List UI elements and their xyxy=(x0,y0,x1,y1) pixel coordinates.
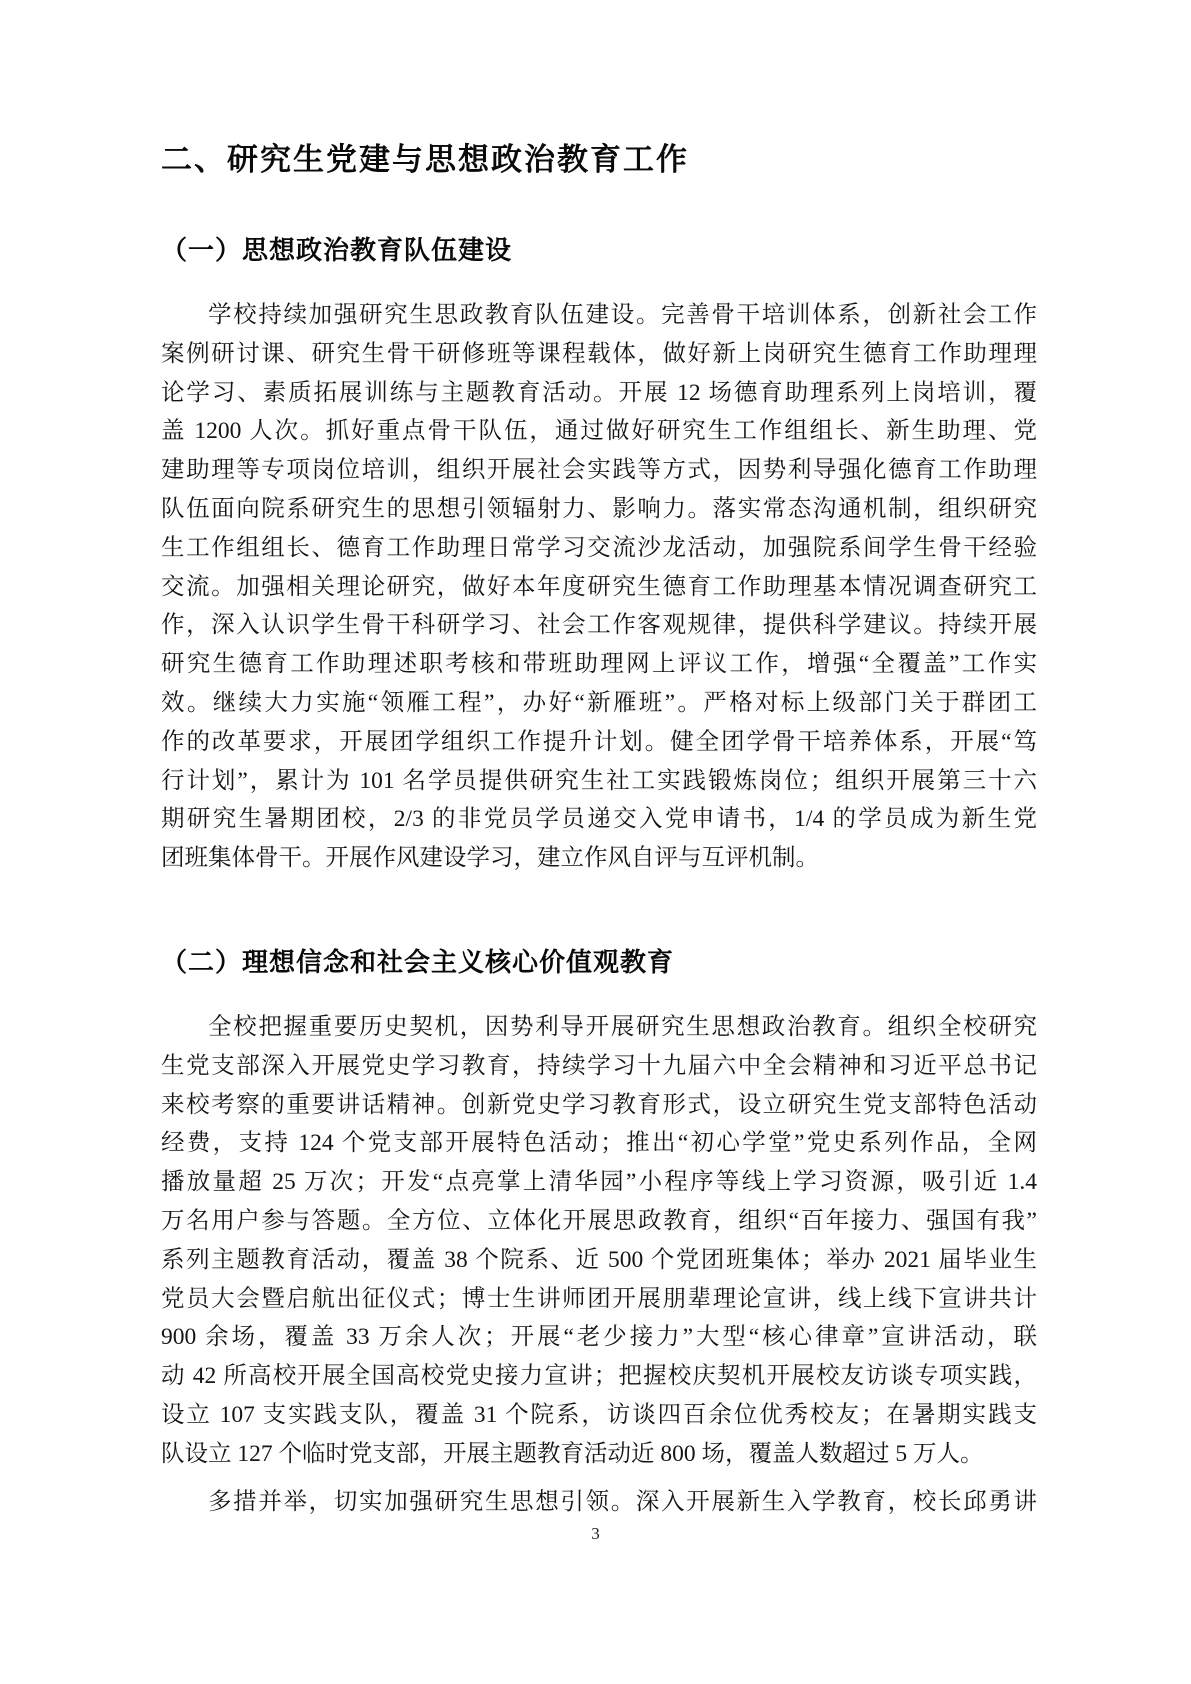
page-content xyxy=(161,138,1037,1521)
text-line: 交流。加强相关理论研究，做好本年度研究生德育工作助理基本情况调查研究工 xyxy=(161,573,1037,600)
text-line: 生工作组组长、德育工作助理日常学习交流沙龙活动，加强院系间学生骨干经验 xyxy=(161,534,1037,561)
text-line: 来校考察的重要讲话精神。创新党史学习教育形式，设立研究生党支部特色活动 xyxy=(161,1091,1037,1118)
section-heading: （二）理想信念和社会主义核心价值观教育 xyxy=(161,946,675,977)
document-section xyxy=(161,232,1037,878)
text-line: 论学习、素质拓展训练与主题教育活动。开展 12 场德育助理系列上岗培训，覆 xyxy=(161,379,1037,406)
text-line: 研究生德育工作助理述职考核和带班助理网上评议工作，增强“全覆盖”工作实 xyxy=(161,651,1037,678)
section-heading: （一）思想政治教育队伍建设 xyxy=(161,235,513,265)
text-line: 系列主题教育活动，覆盖 38 个院系、近 500 个党团班集体；举办 2021 届毕业生 xyxy=(161,1246,1037,1273)
text-line: 多措并举，切实加强研究生思想引领。深入开展新生入学教育，校长邱勇讲 xyxy=(208,1488,1037,1515)
text-line: 动 42 所高校开展全国高校党史接力宣讲；把握校庆契机开展校友访谈专项实践， xyxy=(161,1363,1037,1390)
text-line: 案例研讨课、研究生骨干研修班等课程载体，做好新上岗研究生德育工作助理理 xyxy=(161,340,1037,367)
text-line: 行计划”，累计为 101 名学员提供研究生社工实践锻炼岗位；组织开展第三十六 xyxy=(161,767,1037,794)
text-line: 设立 107 支实践支队，覆盖 31 个院系，访谈四百余位优秀校友；在暑期实践支 xyxy=(161,1401,1037,1428)
text-line: 学校持续加强研究生思政教育队伍建设。完善骨干培训体系，创新社会工作 xyxy=(208,302,1037,328)
text-line: 900 余场，覆盖 33 万余人次；开展“老少接力”大型“核心律章”宣讲活动，联 xyxy=(161,1324,1037,1351)
text-line: 队伍面向院系研究生的思想引领辐射力、影响力。落实常态沟通机制，组织研究 xyxy=(161,495,1037,522)
text-line: 效。继续大力实施“领雁工程”，办好“新雁班”。严格对标上级部门关于群团工 xyxy=(161,689,1037,716)
text-line: 作，深入认识学生骨干科研学习、社会工作客观规律，提供科学建议。持续开展 xyxy=(161,612,1037,639)
page-number: 3 xyxy=(591,1524,600,1543)
paragraph xyxy=(161,1483,1037,1522)
page-title: 二、研究生党建与思想政治教育工作 xyxy=(161,142,689,177)
text-line: 建助理等专项岗位培训，组织开展社会实践等方式，因势利导强化德育工作助理 xyxy=(161,457,1037,484)
text-line: 全校把握重要历史契机，因势利导开展研究生思想政治教育。组织全校研究 xyxy=(208,1013,1037,1040)
text-line: 播放量超 25 万次；开发“点亮掌上清华园”小程序等线上学习资源，吸引近 1.4 xyxy=(161,1169,1037,1196)
text-line: 队设立 127 个临时党支部，开展主题教育活动近 800 场，覆盖人数超过 5 万人。 xyxy=(161,1440,984,1467)
text-line: 期研究生暑期团校，2/3 的非党员学员递交入党申请书，1/4 的学员成为新生党 xyxy=(161,806,1037,833)
document-section xyxy=(161,944,1037,1521)
text-line: 作的改革要求，开展团学组织工作提升计划。健全团学骨干培养体系，开展“笃 xyxy=(161,728,1037,755)
text-line: 盖 1200 人次。抓好重点骨干队伍，通过做好研究生工作组组长、新生助理、党 xyxy=(161,418,1037,445)
text-line: 团班集体骨干。开展作风建设学习，建立作风自评与互评机制。 xyxy=(161,845,819,872)
paragraph xyxy=(161,1008,1037,1474)
sections-container xyxy=(161,232,1037,1521)
text-line: 万名用户参与答题。全方位、立体化开展思政教育，组织“百年接力、强国有我” xyxy=(161,1207,1037,1234)
text-line: 党员大会暨启航出征仪式；博士生讲师团开展朋辈理论宣讲，线上线下宣讲共计 xyxy=(161,1285,1037,1312)
text-line: 生党支部深入开展党史学习教育，持续学习十九届六中全会精神和习近平总书记 xyxy=(161,1052,1037,1079)
paragraph xyxy=(161,296,1037,878)
text-line: 经费，支持 124 个党支部开展特色活动；推出“初心学堂”党史系列作品，全网 xyxy=(161,1130,1037,1157)
